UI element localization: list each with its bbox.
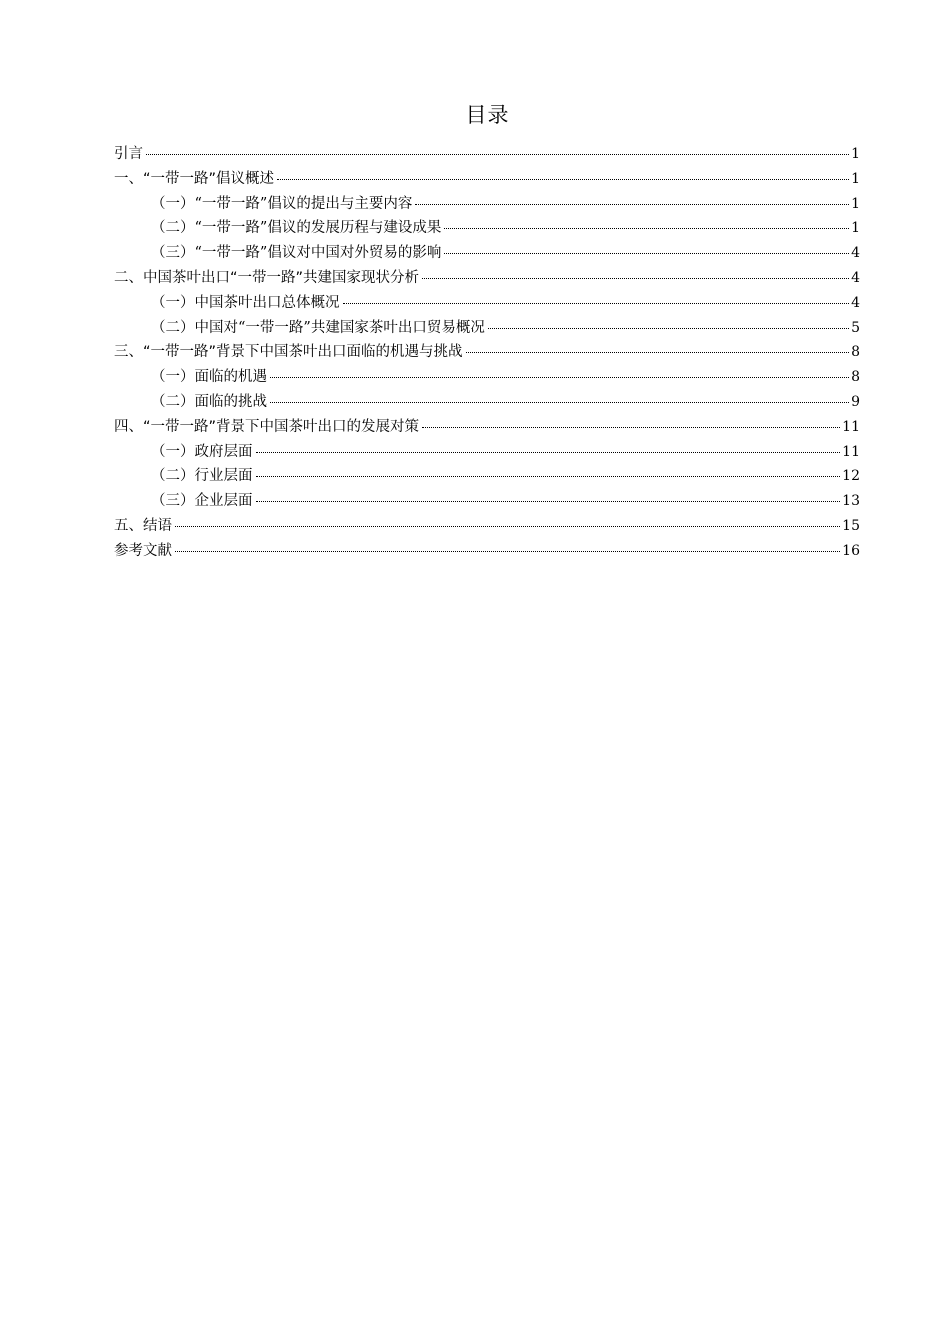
toc-dot-leader xyxy=(175,526,840,527)
toc-dot-leader xyxy=(256,501,841,502)
toc-dot-leader xyxy=(415,204,849,205)
toc-entry[interactable] xyxy=(114,192,860,217)
toc-page-number: 12 xyxy=(842,468,860,485)
toc-dot-leader xyxy=(444,253,849,254)
toc-dot-leader xyxy=(488,328,849,329)
toc-entry[interactable] xyxy=(114,340,860,365)
toc-entry-label: 三、“一带一路”背景下中国茶叶出口面临的机遇与挑战 xyxy=(114,344,463,361)
toc-page-number: 15 xyxy=(842,517,860,534)
toc-entry-label: （一）中国茶叶出口总体概况 xyxy=(151,294,340,311)
toc-entry-label: （二）面临的挑战 xyxy=(151,393,267,410)
toc-entry-label: （二）中国对“一带一路”共建国家茶叶出口贸易概况 xyxy=(151,319,485,336)
toc-page-number: 11 xyxy=(842,443,860,460)
toc-dot-leader xyxy=(277,179,849,180)
toc-page-number: 4 xyxy=(851,294,860,311)
toc-dot-leader xyxy=(444,228,849,229)
toc-dot-leader xyxy=(422,278,849,279)
toc-dot-leader xyxy=(175,551,840,552)
toc-entry[interactable] xyxy=(114,390,860,415)
toc-entry[interactable] xyxy=(114,291,860,316)
toc-entry[interactable] xyxy=(114,266,860,291)
toc-dot-leader xyxy=(270,402,849,403)
toc-entry-label: （二）“一带一路”倡议的发展历程与建设成果 xyxy=(151,220,442,237)
toc-entry-label: （二）行业层面 xyxy=(151,468,253,485)
toc-page-number: 8 xyxy=(851,369,860,386)
toc-entry[interactable] xyxy=(114,316,860,341)
toc-entry-label: 引言 xyxy=(114,146,143,162)
table-of-contents xyxy=(114,142,860,564)
toc-entry[interactable] xyxy=(114,489,860,514)
toc-entry[interactable] xyxy=(114,415,860,440)
toc-page-number: 5 xyxy=(851,319,860,336)
toc-entry-label: （三）企业层面 xyxy=(151,493,253,510)
toc-entry-label: （三）“一带一路”倡议对中国对外贸易的影响 xyxy=(151,245,442,262)
toc-entry[interactable] xyxy=(114,241,860,266)
toc-entry-label: （一）面临的机遇 xyxy=(151,369,267,386)
toc-page-number: 9 xyxy=(851,393,860,410)
toc-entry[interactable] xyxy=(114,167,860,192)
toc-page-number: 16 xyxy=(842,542,860,559)
toc-dot-leader xyxy=(256,452,841,453)
toc-entry-label: 五、结语 xyxy=(114,517,172,534)
toc-dot-leader xyxy=(270,377,849,378)
toc-page-number: 1 xyxy=(851,220,860,237)
toc-page-number: 4 xyxy=(851,269,860,286)
toc-page-number: 1 xyxy=(851,170,860,187)
toc-entry-label: 四、“一带一路”背景下中国茶叶出口的发展对策 xyxy=(114,418,420,435)
toc-entry-label: （一）“一带一路”倡议的提出与主要内容 xyxy=(151,195,413,212)
toc-page-number: 1 xyxy=(851,195,860,212)
toc-page-number: 8 xyxy=(851,344,860,361)
toc-entry[interactable] xyxy=(114,216,860,241)
toc-entry[interactable] xyxy=(114,440,860,465)
toc-dot-leader xyxy=(422,427,840,428)
toc-page-number: 1 xyxy=(851,146,860,162)
toc-page-number: 11 xyxy=(842,418,860,435)
toc-entry[interactable] xyxy=(114,142,860,167)
toc-entry-label: 一、“一带一路”倡议概述 xyxy=(114,170,275,187)
toc-dot-leader xyxy=(343,303,850,304)
toc-dot-leader xyxy=(146,154,849,155)
toc-dot-leader xyxy=(466,352,850,353)
toc-dot-leader xyxy=(256,476,841,477)
toc-page-number: 13 xyxy=(842,493,860,510)
toc-entry[interactable] xyxy=(114,464,860,489)
toc-entry-label: 参考文献 xyxy=(114,542,172,559)
toc-entry[interactable] xyxy=(114,365,860,390)
toc-entry[interactable] xyxy=(114,539,860,564)
toc-entry-label: 二、中国茶叶出口“一带一路”共建国家现状分析 xyxy=(114,269,420,286)
toc-entry[interactable] xyxy=(114,514,860,539)
toc-entry-label: （一）政府层面 xyxy=(151,443,253,460)
toc-title: 目录 xyxy=(465,103,510,127)
toc-page-number: 4 xyxy=(851,245,860,262)
